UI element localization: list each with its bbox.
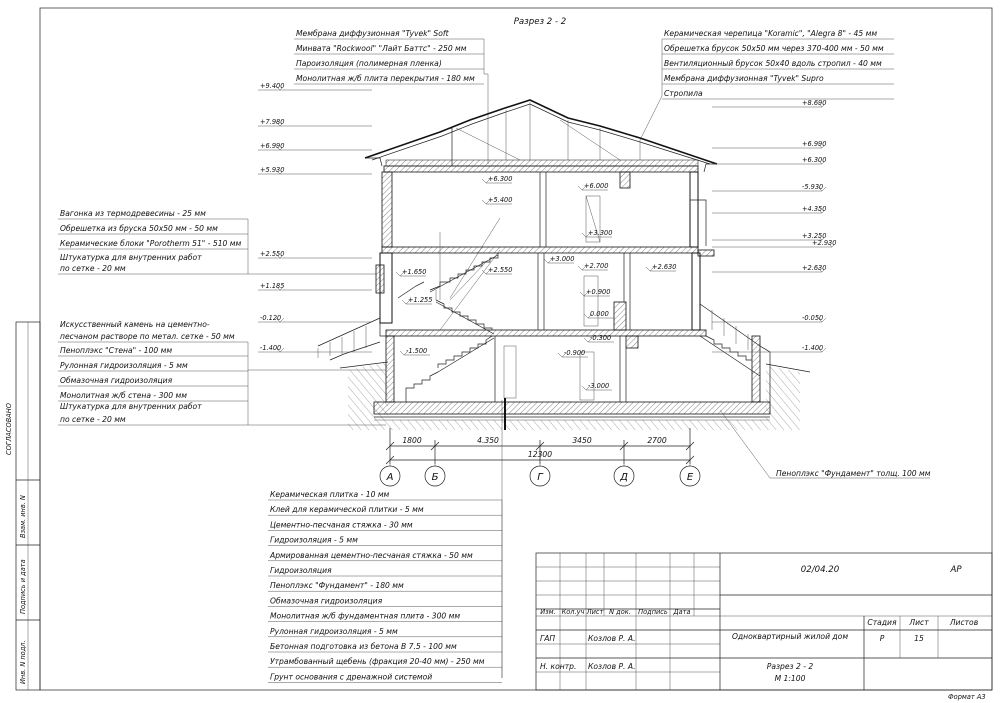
level-inner-12: -0.300 bbox=[590, 334, 612, 342]
stamp-scale: М 1:100 bbox=[774, 674, 806, 683]
level-inner-8: +1.650 bbox=[402, 268, 427, 276]
stamp-date: 02/04.20 bbox=[800, 565, 840, 575]
roof-line bbox=[365, 100, 717, 164]
dim-span-bg: 4.350 bbox=[477, 436, 499, 445]
stamp-sheet-label: Лист bbox=[909, 618, 929, 627]
levels-left bbox=[258, 82, 372, 352]
level-inner-14: -1.500 bbox=[406, 347, 428, 355]
roof-right-layer-4: Стропила bbox=[664, 89, 703, 98]
basement-layer-2: Пеноплэкс "Стена" - 100 мм bbox=[60, 346, 173, 355]
wall-layer-4: по сетке - 20 мм bbox=[60, 264, 126, 273]
attic-slab bbox=[384, 166, 698, 172]
level-inner-6: +2.630 bbox=[652, 263, 677, 271]
floor-layer-9: Рулонная гидроизоляция - 5 мм bbox=[270, 626, 398, 636]
basement-layers bbox=[58, 320, 386, 425]
level-inner-5: +2.700 bbox=[584, 262, 609, 270]
stamp-code: АР bbox=[950, 565, 962, 575]
level-inner-11: 0.000 bbox=[590, 310, 609, 318]
dimensions bbox=[386, 428, 694, 464]
level-right-2: +6.300 bbox=[802, 156, 827, 164]
level-left-3: +5.930 bbox=[260, 166, 285, 174]
roof-right-layer-1: Обрешетка брусок 50х50 мм через 370-400 мм - 50 мм bbox=[664, 44, 884, 53]
level-right-5: +3.250 bbox=[802, 232, 827, 240]
level-inner-0: +6.300 bbox=[488, 175, 513, 183]
side-stamp bbox=[5, 322, 40, 690]
axis-label-0: А bbox=[386, 472, 394, 483]
facade-wall-left-upper bbox=[382, 172, 392, 247]
floor-layer-10: Бетонная подготовка из бетона В 7.5 - 100 мм bbox=[270, 642, 457, 651]
floor-layer-11: Утрамбованный щебень (фракция 20-40 мм) - 250 мм bbox=[270, 657, 485, 667]
stair-lower bbox=[438, 336, 492, 368]
side-stamp-replace: Взам. инв. N bbox=[19, 495, 27, 538]
level-left-6: -0.120 bbox=[260, 314, 282, 322]
title-block bbox=[536, 553, 992, 690]
dim-span-de: 2700 bbox=[647, 436, 667, 445]
level-inner-2: +5.400 bbox=[488, 196, 513, 204]
building-section bbox=[318, 100, 810, 430]
roof-left-layer-3: Монолитная ж/б плита перекрытия - 180 мм bbox=[296, 74, 475, 83]
floor-layer-0: Керамическая плитка - 10 мм bbox=[270, 490, 390, 499]
level-left-4: +2.550 bbox=[260, 250, 285, 258]
axis-label-3: Д bbox=[620, 472, 628, 483]
roof-left-layer-0: Мембрана диффузионная "Tyvek" Soft bbox=[296, 29, 449, 38]
roof-right-layer-3: Мембрана диффузионная "Tyvek" Supro bbox=[664, 74, 824, 83]
roof-left-layer-2: Пароизоляция (полимерная пленка) bbox=[296, 59, 442, 68]
stamp-col-koluch: Кол.уч bbox=[561, 608, 585, 616]
roof-left-layer-1: Минвата "Rockwool" "Лайт Баттс" - 250 мм bbox=[296, 44, 467, 53]
wall-layers bbox=[58, 209, 376, 274]
level-left-5: +1.185 bbox=[260, 282, 285, 290]
section-title: Разрез 2 - 2 bbox=[513, 17, 567, 27]
side-stamp-sign: Подпись и дата bbox=[19, 559, 27, 614]
floor-layer-2: Цементно-песчаная стяжка - 30 мм bbox=[270, 520, 413, 530]
dim-total: 12300 bbox=[527, 450, 553, 459]
floor-layer-5: Гидроизоляция bbox=[270, 566, 332, 575]
wall-layer-1: Обрешетка из бруска 50х50 мм - 50 мм bbox=[60, 224, 218, 233]
stamp-col-sign: Подпись bbox=[638, 608, 668, 616]
level-inner-4: +3.000 bbox=[550, 255, 575, 263]
foundation-slab bbox=[374, 402, 770, 414]
dim-span-gd: 3450 bbox=[572, 436, 592, 445]
ground-floor-slab bbox=[386, 330, 706, 336]
roof-layers-left bbox=[294, 29, 488, 164]
stamp-stage: Р bbox=[879, 634, 885, 643]
stamp-role-gap: ГАП bbox=[540, 634, 556, 643]
side-stamp-inv: Инв. N подл. bbox=[19, 640, 27, 684]
basement-layer-7: по сетке - 20 мм bbox=[60, 415, 126, 424]
stamp-col-date: Дата bbox=[673, 608, 691, 616]
level-right-6: +2.930 bbox=[812, 239, 837, 247]
level-inner-7: +2.550 bbox=[488, 266, 513, 274]
level-inner-15: -3.000 bbox=[588, 382, 610, 390]
stair-middle bbox=[436, 300, 492, 330]
wall-layer-0: Вагонка из термодревесины - 25 мм bbox=[60, 209, 206, 218]
axis-label-1: Б bbox=[431, 472, 439, 483]
stamp-name-gap: Козлов Р. А. bbox=[588, 634, 636, 643]
level-inner-9: +1.255 bbox=[408, 296, 433, 304]
facade-wall-right-upper bbox=[690, 172, 698, 247]
basement-layer-0: Искусственный камень на цементно- bbox=[60, 320, 210, 329]
stamp-sheets-label: Листов bbox=[949, 618, 979, 627]
level-left-7: -1.400 bbox=[260, 344, 282, 352]
roof-layers-right bbox=[640, 29, 894, 140]
foundation-note-text: Пеноплэкс "Фундамент" толщ. 100 мм bbox=[776, 469, 931, 478]
basement-wall-right bbox=[752, 336, 760, 402]
stamp-role-nkontr: Н. контр. bbox=[540, 662, 577, 671]
stamp-sheet-title: Разрез 2 - 2 bbox=[766, 662, 814, 671]
wall-layer-3: Штукатурка для внутренних работ bbox=[60, 253, 202, 262]
level-inner-10: +0.900 bbox=[586, 288, 611, 296]
basement-layer-3: Рулонная гидроизоляция - 5 мм bbox=[60, 361, 188, 370]
stamp-sheet-no: 15 bbox=[914, 634, 924, 643]
level-inner-3: +3.300 bbox=[588, 229, 613, 237]
level-right-0: +8.690 bbox=[802, 99, 827, 107]
level-right-1: +6.990 bbox=[802, 140, 827, 148]
basement-layer-1: песчаном растворе по метал. сетке - 50 мм bbox=[60, 332, 235, 341]
stamp-col-list: Лист bbox=[586, 608, 604, 616]
floor-layer-4: Армированная цементно-песчаная стяжка - 50 мм bbox=[270, 550, 473, 560]
stamp-col-izm: Изм. bbox=[540, 608, 556, 616]
floor-layer-8: Монолитная ж/б фундаментная плита - 300 мм bbox=[270, 611, 461, 621]
level-inner-1: +6.000 bbox=[584, 182, 609, 190]
level-left-0: +9.400 bbox=[260, 82, 285, 90]
wall-layer-2: Керамические блоки "Porotherm 51" - 510 мм bbox=[60, 239, 242, 248]
level-inner-13: -0.900 bbox=[564, 349, 586, 357]
basement-layer-5: Монолитная ж/б стена - 300 мм bbox=[60, 391, 187, 400]
axis-label-2: Г bbox=[537, 472, 543, 483]
floor-layer-1: Клей для керамической плитки - 5 мм bbox=[270, 505, 424, 515]
first-floor-slab bbox=[382, 247, 698, 253]
roof-right-layer-2: Вентиляционный брусок 50х40 вдоль стропил - 40 мм bbox=[664, 59, 882, 68]
level-right-8: -0.050 bbox=[802, 314, 824, 322]
stamp-col-ndoc: N док. bbox=[609, 608, 631, 616]
format-label: Формат А3 bbox=[948, 693, 986, 701]
level-right-3: -5.930 bbox=[802, 183, 824, 191]
level-right-9: -1.400 bbox=[802, 344, 824, 352]
level-right-4: +4.350 bbox=[802, 205, 827, 213]
stamp-name-nkontr: Козлов Р. А. bbox=[588, 662, 636, 671]
basement-layer-4: Обмазочная гидроизоляция bbox=[60, 376, 173, 385]
dim-span-ab: 1800 bbox=[402, 436, 422, 445]
floor-layers bbox=[268, 400, 502, 682]
grid-axes bbox=[380, 464, 700, 486]
levels-inner bbox=[396, 175, 676, 390]
basement-layer-6: Штукатурка для внутренних работ bbox=[60, 402, 202, 411]
stamp-stage-label: Стадия bbox=[867, 618, 897, 627]
axis-label-4: Е bbox=[686, 472, 694, 483]
stamp-project: Одноквартирный жилой дом bbox=[731, 632, 849, 641]
roof-right-layer-0: Керамическая черепица "Koramic", "Alegra 8" - 45 мм bbox=[664, 29, 878, 38]
level-right-7: +2.630 bbox=[802, 264, 827, 272]
basement-wall-left bbox=[386, 336, 394, 402]
levels-right bbox=[712, 99, 836, 352]
floor-layer-3: Гидроизоляция - 5 мм bbox=[270, 535, 358, 545]
floor-layer-6: Пеноплэкс "Фундамент" - 180 мм bbox=[270, 581, 404, 591]
level-left-1: +7.980 bbox=[260, 118, 285, 126]
floor-layer-12: Грунт основания с дренажной системой bbox=[270, 672, 433, 682]
side-stamp-agreed: СОГЛАСОВАНО bbox=[5, 403, 13, 455]
level-left-2: +6.990 bbox=[260, 142, 285, 150]
floor-layer-7: Обмазочная гидроизоляция bbox=[270, 596, 383, 606]
